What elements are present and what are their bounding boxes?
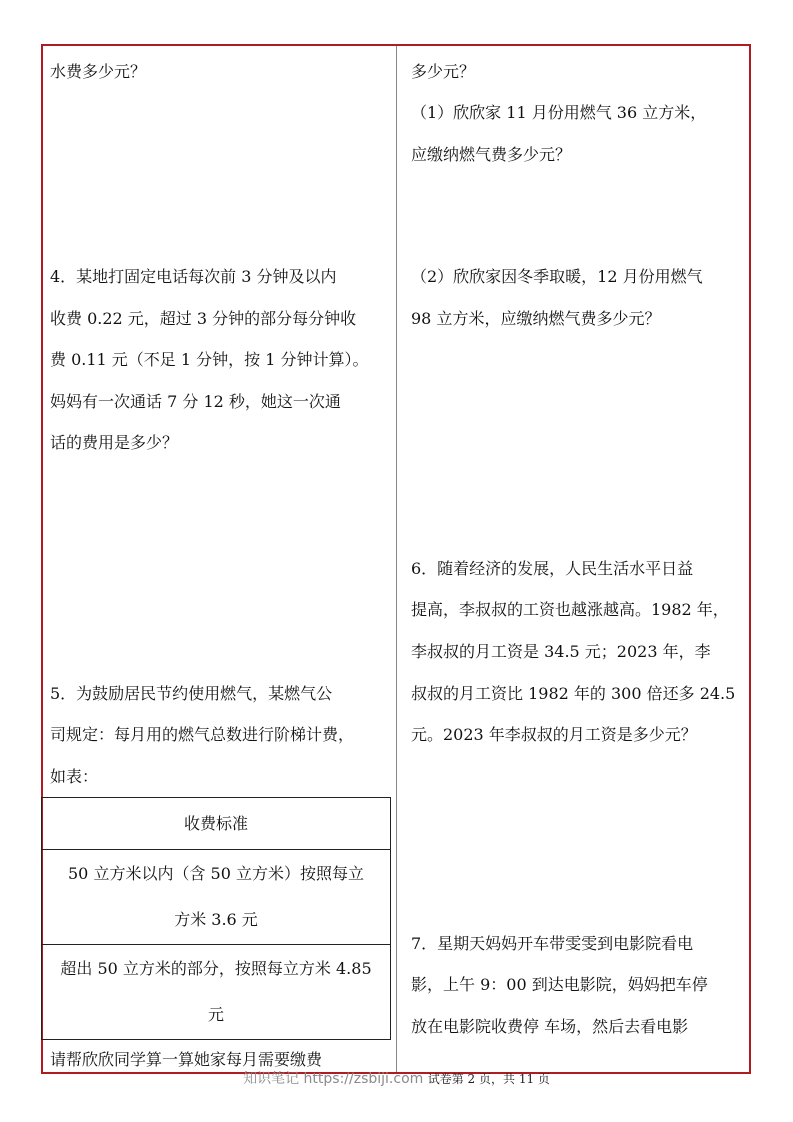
q5-line-2: 司规定：每月用的燃气总数进行阶梯计费， — [50, 725, 355, 744]
table-header: 收费标准 — [42, 798, 391, 850]
q6-line-4: 叔叔的月工资比 1982 年的 300 倍还多 24.5 — [411, 684, 736, 703]
page-number: 试卷第 2 页，共 11 页 — [427, 1072, 550, 1086]
fee-standard-table — [41, 797, 391, 1040]
q5-1-line-1: （1）欣欣家 11 月份用燃气 36 立方米， — [411, 103, 707, 122]
column-divider — [396, 46, 397, 1072]
q4-line-5: 话的费用是多少？ — [50, 433, 179, 452]
q7-line-1: 7．星期天妈妈开车带雯雯到电影院看电 — [411, 934, 694, 953]
q4-line-2: 收费 0.22 元，超过 3 分钟的部分每分钟收 — [50, 309, 357, 328]
q5-1-line-2: 应缴纳燃气费多少元？ — [411, 145, 572, 164]
water-fee-line: 水费多少元？ — [50, 62, 147, 81]
watermark: 知识笔记 https://zsbiji.com — [243, 1071, 424, 1087]
right-top-line: 多少元？ — [411, 62, 476, 81]
table-row — [42, 850, 391, 945]
q6-line-5: 元。2023 年李叔叔的月工资是多少元？ — [411, 725, 697, 744]
page-footer — [0, 1070, 793, 1088]
q7-line-2: 影，上午 9：00 到达电影院，妈妈把车停 — [411, 975, 708, 994]
table-row — [42, 945, 391, 1040]
q5-2-line-2: 98 立方米，应缴纳燃气费多少元？ — [411, 309, 661, 328]
q5-line-3: 如表： — [50, 767, 99, 786]
q4-line-3: 费 0.11 元（不足 1 分钟，按 1 分钟计算）。 — [50, 350, 369, 369]
q4-line-4: 妈妈有一次通话 7 分 12 秒，她这一次通 — [50, 392, 341, 411]
row2-line-1: 超出 50 立方米的部分，按照每立方米 4.85 — [60, 959, 372, 978]
q6-line-1: 6．随着经济的发展，人民生活水平日益 — [411, 559, 694, 578]
q4-line-1: 4．某地打固定电话每次前 3 分钟及以内 — [50, 267, 337, 286]
q5-tail-line: 请帮欣欣同学算一算她家每月需要缴费 — [50, 1050, 323, 1069]
q6-line-3: 李叔叔的月工资是 34.5 元；2023 年，李 — [411, 642, 711, 661]
q6-line-2: 提高，李叔叔的工资也越涨越高。1982 年， — [411, 600, 729, 619]
q7-line-3: 放在电影院收费停 车场，然后去看电影 — [411, 1017, 689, 1036]
row1-line-1: 50 立方米以内（含 50 立方米）按照每立 — [68, 864, 364, 883]
row1-line-2: 方米 3.6 元 — [174, 910, 258, 929]
q5-2-line-1: （2）欣欣家因冬季取暖，12 月份用燃气 — [411, 267, 703, 286]
row2-line-2: 元 — [207, 1005, 224, 1024]
q5-line-1: 5．为鼓励居民节约使用燃气，某燃气公 — [50, 684, 333, 703]
